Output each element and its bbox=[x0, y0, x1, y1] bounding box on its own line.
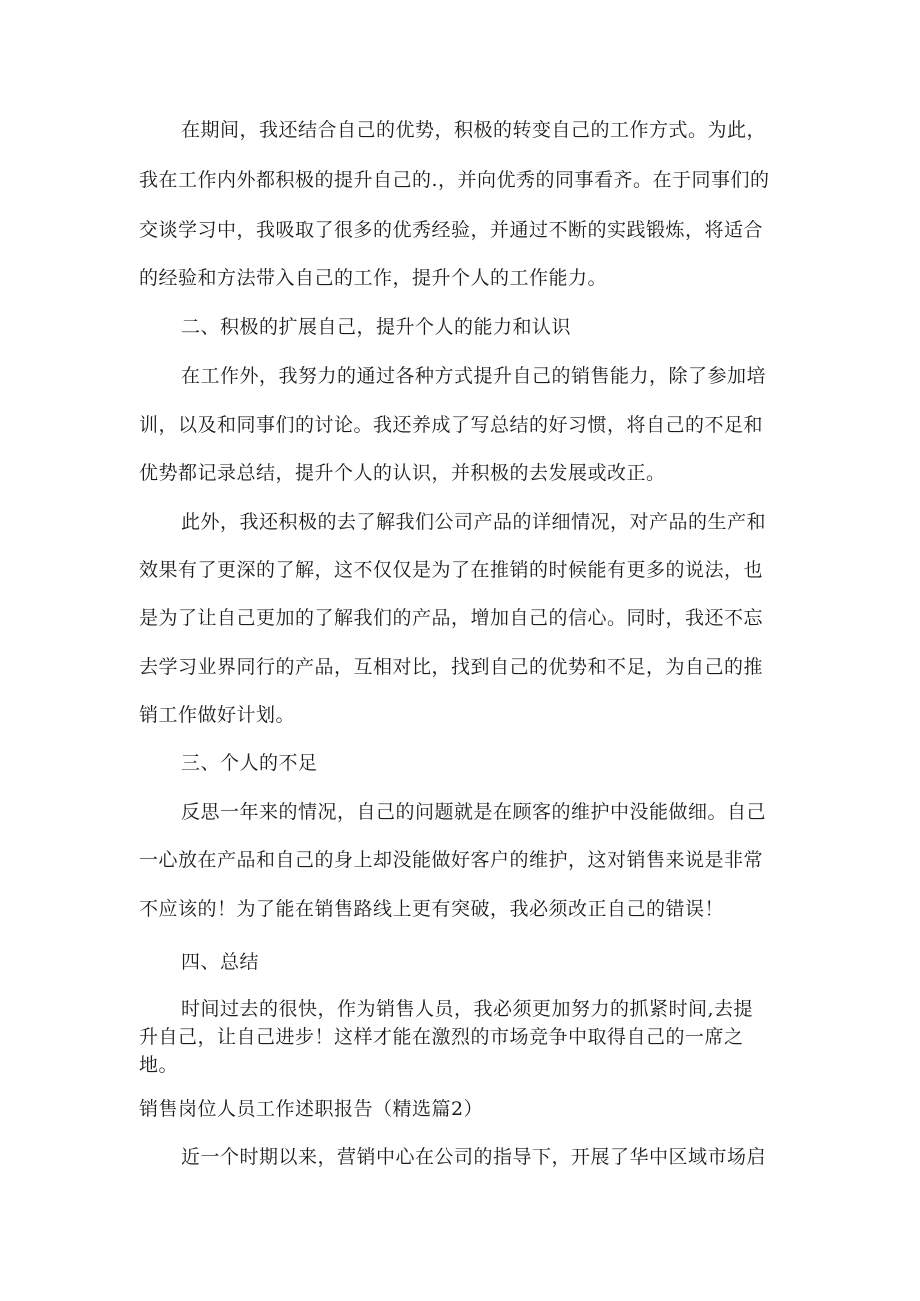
heading-2: 二、积极的扩展自己，提升个人的能力和认识 bbox=[181, 316, 572, 338]
paragraph-4-line-3: 不应该的！为了能在销售路线上更有突破，我必须改正自己的错误！ bbox=[139, 898, 725, 920]
paragraph-3-line-3: 是为了让自己更加的了解我们的产品，增加自己的信心。同时，我还不忘 bbox=[139, 607, 764, 629]
paragraph-4-line-2: 一心放在产品和自己的身上却没能做好客户的维护，这对销售来说是非常 bbox=[139, 849, 764, 871]
paragraph-5-line-1: 时间过去的很快，作为销售人员，我必须更加努力的抓紧时间,去提 bbox=[181, 998, 754, 1020]
paragraph-3-line-2: 效果有了更深的了解，这不仅仅是为了在推销的时候能有更多的说法，也 bbox=[139, 559, 764, 581]
paragraph-3-line-1: 此外，我还积极的去了解我们公司产品的详细情况，对产品的生产和 bbox=[181, 511, 767, 533]
paragraph-2-line-3: 优势都记录总结，提升个人的认识，并积极的去发展或改正。 bbox=[139, 462, 666, 484]
heading-4: 四、总结 bbox=[181, 951, 260, 973]
paragraph-1-line-1: 在期间，我还结合自己的优势，积极的转变自己的工作方式。为此， bbox=[181, 119, 767, 141]
paragraph-3-line-5: 销工作做好计划。 bbox=[139, 704, 296, 726]
section-title: 销售岗位人员工作述职报告（精选篇2） bbox=[139, 1098, 484, 1120]
paragraph-3-line-4: 去学习业界同行的产品，互相对比，找到自己的优势和不足，为自己的推 bbox=[139, 656, 764, 678]
paragraph-1-line-3: 交谈学习中，我吸取了很多的优秀经验，并通过不断的实践锻炼，将适合 bbox=[139, 219, 764, 241]
paragraph-2-line-2: 训，以及和同事们的讨论。我还养成了写总结的好习惯，将自己的不足和 bbox=[139, 414, 764, 436]
paragraph-1-line-4: 的经验和方法带入自己的工作，提升个人的工作能力。 bbox=[139, 267, 608, 289]
paragraph-1-line-2: 我在工作内外都积极的提升自己的.，并向优秀的同事看齐。在于同事们的 bbox=[139, 169, 770, 191]
paragraph-2-line-1: 在工作外，我努力的通过各种方式提升自己的销售能力，除了参加培 bbox=[181, 365, 767, 387]
paragraph-6-line-1: 近一个时期以来，营销中心在公司的指导下，开展了华中区域市场启 bbox=[181, 1146, 767, 1168]
paragraph-5-line-3: 地。 bbox=[139, 1054, 179, 1076]
paragraph-4-line-1: 反思一年来的情况，自己的问题就是在顾客的维护中没能做细。自己 bbox=[181, 801, 767, 823]
heading-3: 三、个人的不足 bbox=[181, 752, 318, 774]
paragraph-5-line-2: 升自己，让自己进步！这样才能在激烈的市场竞争中取得自己的一席之 bbox=[139, 1026, 744, 1048]
